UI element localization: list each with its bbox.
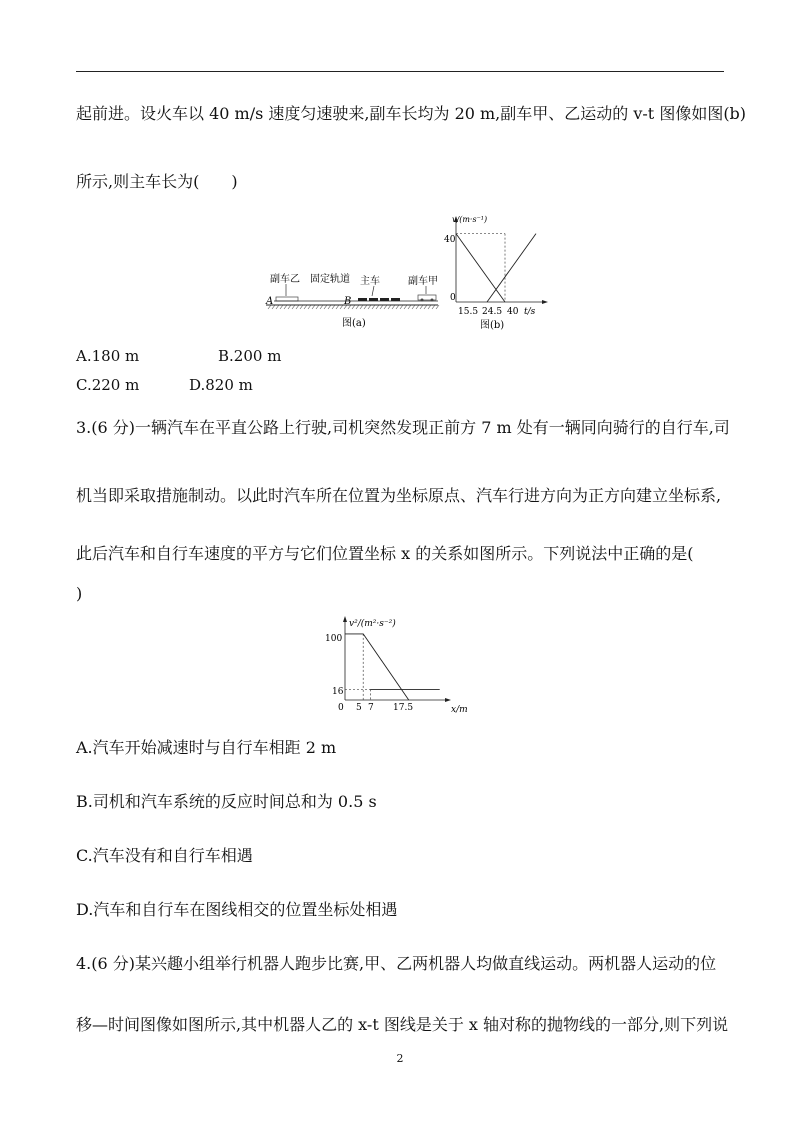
y-tick-label: 40 [444, 235, 456, 245]
hatch-mark [352, 305, 355, 309]
x-tick-label: 40 [507, 307, 519, 317]
hatch-mark [312, 305, 315, 309]
page-number: 2 [396, 1052, 404, 1065]
hatch-mark [372, 305, 375, 309]
text-line: ) [76, 584, 83, 603]
hatch-mark [320, 305, 323, 309]
caption-fig-a: 图(a) [342, 318, 366, 329]
text-line: 机当即采取措施制动。以此时汽车所在位置为坐标原点、汽车行进方向为正方向建立坐标系, [76, 486, 722, 505]
origin-label: 0 [450, 293, 456, 303]
hatch-mark [412, 305, 415, 309]
header-rule [76, 71, 724, 72]
hatch-mark [436, 305, 439, 309]
hatch-mark [308, 305, 311, 309]
option-d: D.汽车和自行车在图线相交的位置坐标处相遇 [76, 900, 398, 919]
hatch-mark [356, 305, 359, 309]
hatch-mark [376, 305, 379, 309]
y-axis-label: v/(m·s⁻¹) [452, 215, 488, 224]
text-line: 4.(6 分)某兴趣小组举行机器人跑步比赛,甲、乙两机器人均做直线运动。两机器人运动的位 [76, 954, 717, 973]
hatch-mark [316, 305, 319, 309]
hatch-mark [364, 305, 367, 309]
x-tick-label: 5 [356, 703, 362, 713]
hatch-mark [388, 305, 391, 309]
y-axis-arrow [343, 616, 347, 622]
hatch-mark [340, 305, 343, 309]
hatch-mark [420, 305, 423, 309]
hatch-mark [404, 305, 407, 309]
label-sub-car-b: 副车乙 [270, 274, 300, 285]
hatch-mark [284, 305, 287, 309]
hatch-mark [336, 305, 339, 309]
hatch-mark [396, 305, 399, 309]
hatch-mark [392, 305, 395, 309]
hatch-mark [400, 305, 403, 309]
chart-caption: 图(b) [480, 320, 505, 331]
hatch-mark [416, 305, 419, 309]
hatch-mark [428, 305, 431, 309]
x-tick-label: 17.5 [393, 703, 414, 713]
hatch-mark [380, 305, 383, 309]
option-a: A.汽车开始减速时与自行车相距 2 m [76, 738, 337, 757]
x-axis-arrow [542, 300, 548, 304]
point-a: A [266, 296, 274, 307]
hatch-mark [384, 305, 387, 309]
hatch-mark [324, 305, 327, 309]
hatch-mark [276, 305, 279, 309]
series-line [487, 234, 536, 302]
figure-a [262, 268, 442, 332]
text-line: 所示,则主车长为( ) [76, 172, 238, 191]
x-axis-label: t/s [524, 307, 536, 317]
ground-hatch [268, 305, 439, 309]
series-line [345, 634, 409, 700]
option-b: B.200 m [218, 347, 282, 365]
chart-vt [440, 212, 550, 334]
option-c: C.汽车没有和自行车相遇 [76, 846, 253, 865]
sub-car-a [418, 295, 436, 302]
hatch-mark [300, 305, 303, 309]
y-tick-label: 16 [332, 687, 344, 697]
option-d: D.820 m [189, 376, 253, 394]
option-b: B.司机和汽车系统的反应时间总和为 0.5 s [76, 792, 377, 811]
label-track: 固定轨道 [310, 274, 350, 285]
hatch-mark [304, 305, 307, 309]
x-tick-label: 24.5 [482, 307, 503, 317]
series-line [456, 234, 505, 302]
y-axis-label: v²/(m²·s⁻²) [349, 619, 396, 629]
x-axis-arrow [445, 698, 451, 702]
option-c: C.220 m [76, 376, 140, 394]
hatch-mark [328, 305, 331, 309]
y-tick-label: 100 [325, 634, 343, 644]
text-line: 起前进。设火车以 40 m/s 速度匀速驶来,副车长均为 20 m,副车甲、乙运动的 v-t 图像如图(b) [76, 104, 747, 123]
sub-car-b [276, 297, 298, 301]
hatch-mark [292, 305, 295, 309]
plot-area [345, 634, 440, 700]
hatch-mark [296, 305, 299, 309]
plot-area [456, 234, 536, 302]
x-tick-label: 15.5 [458, 307, 479, 317]
chart-v2x [325, 612, 475, 716]
label-sub-car-a: 副车甲 [408, 276, 438, 287]
hatch-mark [368, 305, 371, 309]
label-main-car: 主车 [360, 276, 380, 287]
hatch-mark [288, 305, 291, 309]
hatch-mark [432, 305, 435, 309]
hatch-mark [360, 305, 363, 309]
text-line: 移—时间图像如图所示,其中机器人乙的 x-t 图线是关于 x 轴对称的抛物线的一部分,则下列说 [76, 1015, 729, 1034]
hatch-mark [408, 305, 411, 309]
hatch-mark [332, 305, 335, 309]
x-axis-label: x/m [451, 705, 468, 715]
hatch-mark [280, 305, 283, 309]
x-tick-label: 7 [368, 703, 374, 713]
point-b: B [344, 296, 352, 307]
origin-label: 0 [338, 703, 344, 713]
text-line: 3.(6 分)一辆汽车在平直公路上行驶,司机突然发现正前方 7 m 处有一辆同向骑行的自行车,司 [76, 418, 730, 437]
pointer-line [372, 286, 374, 296]
option-a: A.180 m [76, 347, 140, 365]
main-car [358, 298, 400, 301]
text-line: 此后汽车和自行车速度的平方与它们位置坐标 x 的关系如图所示。下列说法中正确的是( [76, 544, 694, 563]
hatch-mark [424, 305, 427, 309]
